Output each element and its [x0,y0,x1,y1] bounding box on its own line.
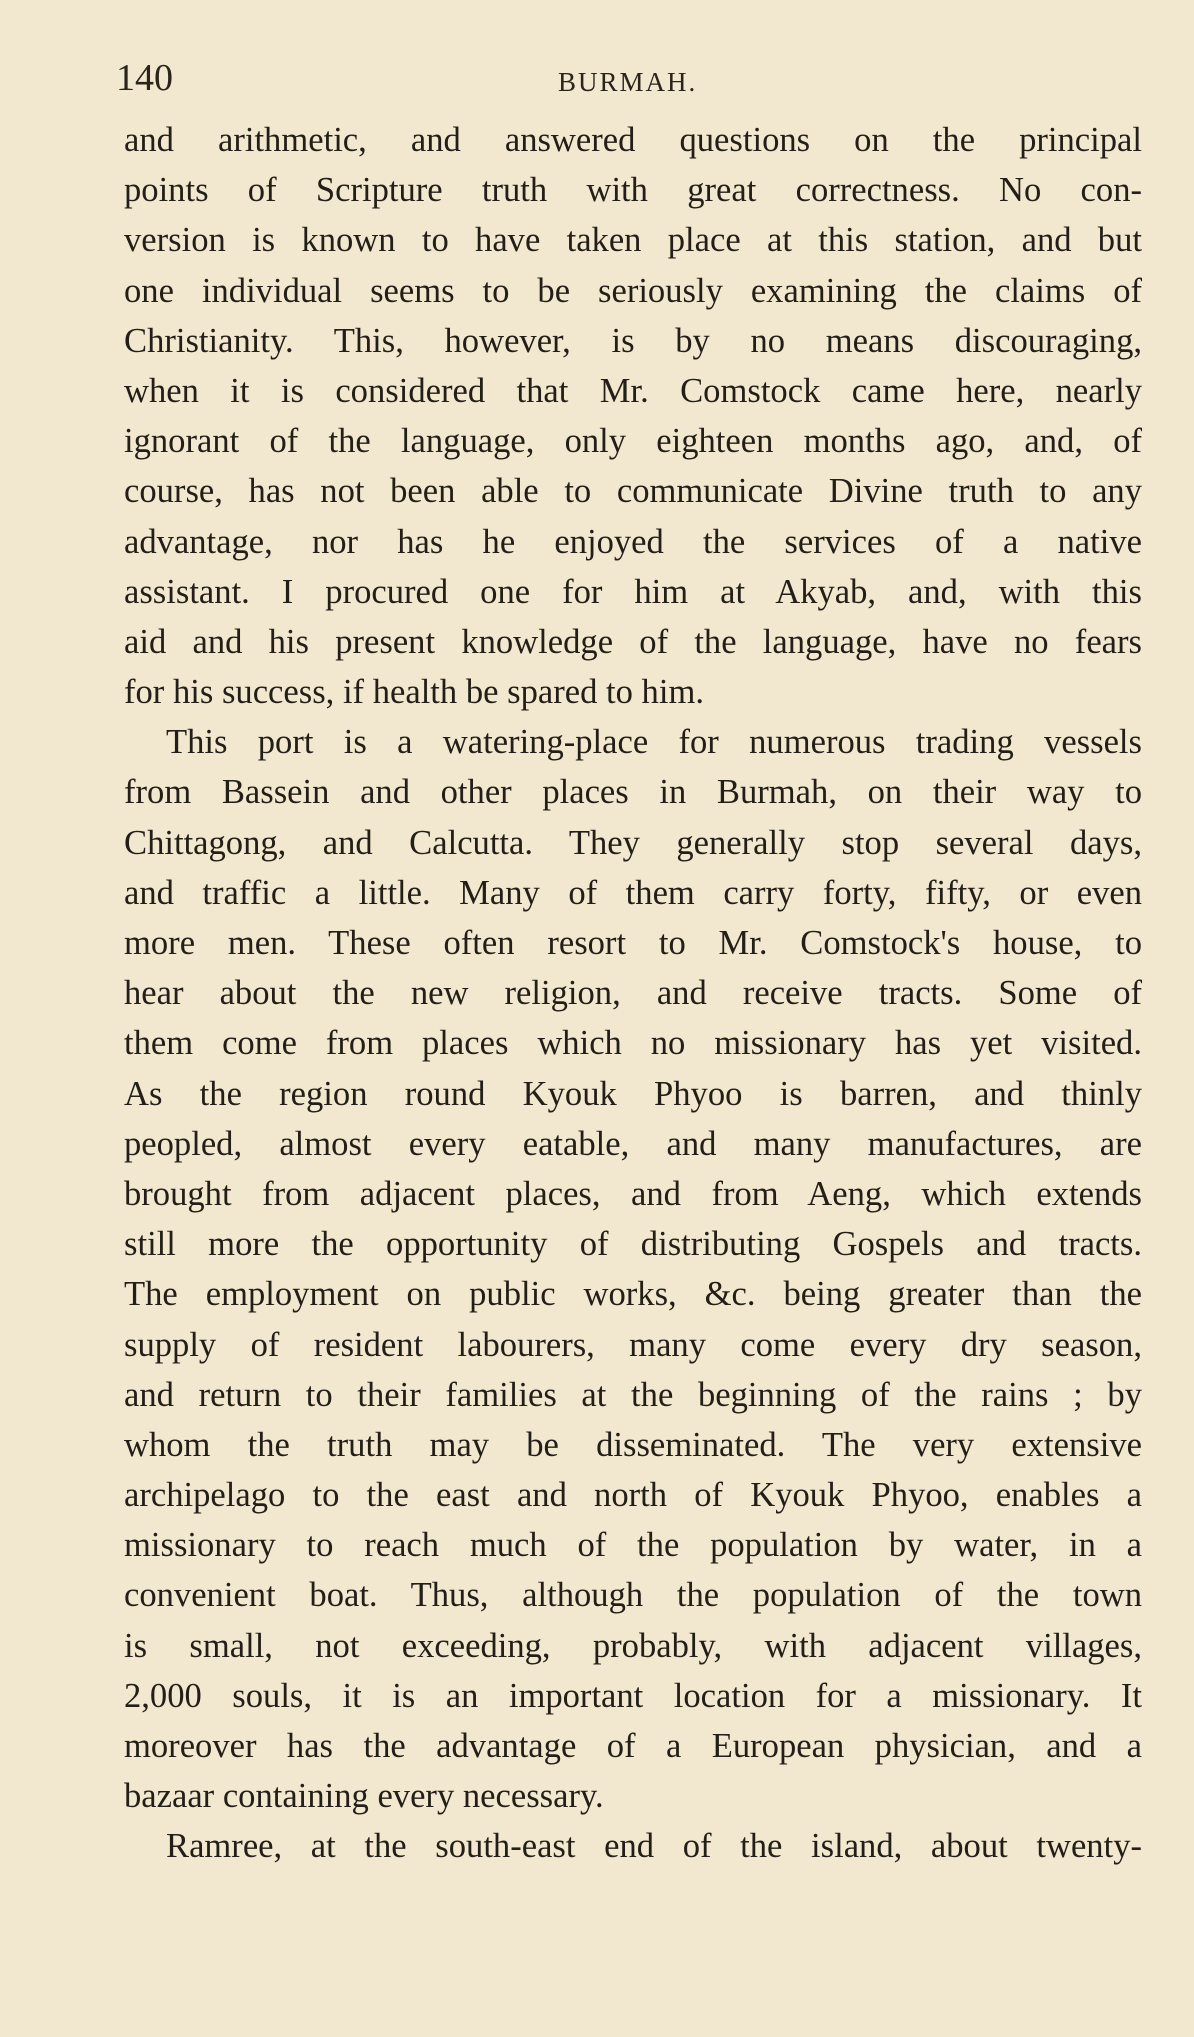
text-line: convenient boat. Thus, although the population of the town [124,1576,1142,1615]
text-line: whom the truth may be disseminated. The very extensive [124,1425,1142,1464]
text-line: and return to their families at the beginning of the rains ; by [124,1375,1142,1414]
text-line: As the region round Kyouk Phyoo is barren, and thinly [124,1074,1142,1113]
text-line: course, has not been able to communicate Divine truth to any [124,472,1142,511]
text-line: Ramree, at the south-east end of the island, about twenty- [166,1827,1142,1866]
text-line: version is known to have taken place at this station, and but [124,221,1142,260]
running-title: BURMAH. [558,67,698,97]
text-line: bazaar containing every necessary. [124,1777,604,1816]
text-line: aid and his present knowledge of the language, have no fears [124,622,1142,661]
text-line: advantage, nor has he enjoyed the services of a native [124,522,1142,561]
text-line: for his success, if health be spared to him. [124,673,704,712]
text-line: assistant. I procured one for him at Akyab, and, with this [124,572,1142,611]
text-line: is small, not exceeding, probably, with adjacent villages, [124,1626,1142,1665]
text-line: brought from adjacent places, and from Aeng, which extends [124,1174,1142,1213]
text-line: more men. These often resort to Mr. Comstock's house, to [124,924,1142,962]
text-line: and arithmetic, and answered questions on the principal [124,121,1142,159]
text-line: from Bassein and other places in Burmah, on their way to [124,773,1142,812]
text-line: and traffic a little. Many of them carry forty, fifty, or even [124,873,1142,912]
text-line: them come from places which no missionary has yet visited. [124,1024,1142,1063]
page-header [116,52,1142,104]
text-line: hear about the new religion, and receive tracts. Some of [124,974,1142,1013]
page-number: 140 [116,57,173,99]
text-line: The employment on public works, &c. being greater than the [124,1275,1142,1314]
text-line: peopled, almost every eatable, and many manufactures, are [124,1124,1142,1163]
text-line: ignorant of the language, only eighteen months ago, and, of [124,422,1142,461]
text-line: Chittagong, and Calcutta. They generally stop several days, [124,823,1142,862]
text-line: missionary to reach much of the population by water, in a [124,1526,1142,1565]
text-line: moreover has the advantage of a European physician, and a [124,1727,1142,1765]
text-line: one individual seems to be seriously examining the claims of [124,271,1142,310]
text-line: supply of resident labourers, many come every dry season, [124,1325,1142,1364]
text-line: 2,000 souls, it is an important location for a missionary. It [124,1676,1142,1715]
body-text [124,115,1142,1872]
text-line: Christianity. This, however, is by no means discouraging, [124,321,1142,360]
text-line: when it is considered that Mr. Comstock came here, nearly [124,371,1142,410]
text-line: still more the opportunity of distributing Gospels and tracts. [124,1225,1142,1264]
text-line: archipelago to the east and north of Kyouk Phyoo, enables a [124,1476,1142,1515]
text-line: This port is a watering-place for numerous trading vessels [166,723,1142,762]
text-line: points of Scripture truth with great correctness. No con- [124,171,1142,210]
